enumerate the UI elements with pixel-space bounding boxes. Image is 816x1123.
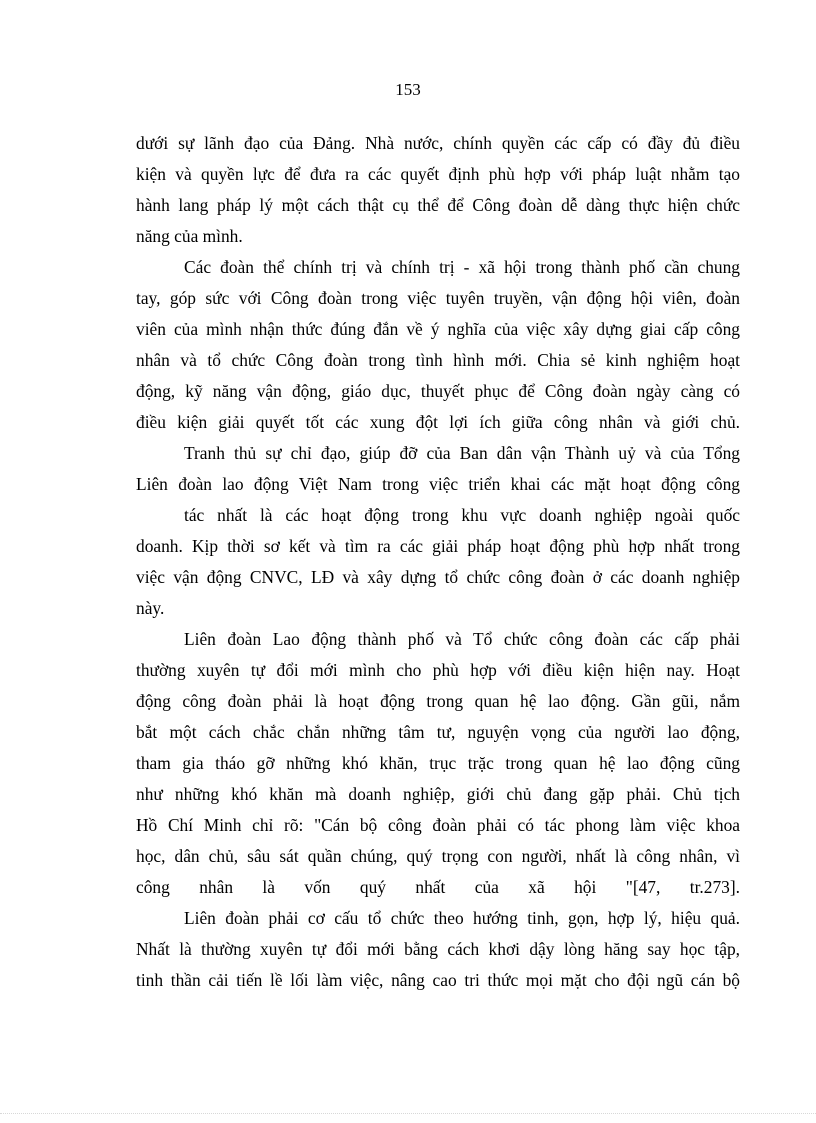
- text-line: Tranh thủ sự chỉ đạo, giúp đỡ của Ban dân vận Thành uỷ và của Tổng: [184, 443, 740, 463]
- text-line: tay, góp sức với Công đoàn trong việc tuyên truyền, vận động hội viên, đoàn: [136, 288, 740, 308]
- text-line: bắt một cách chắc chắn những tâm tư, nguyện vọng của người lao động,: [136, 722, 740, 742]
- text-line: dưới sự lãnh đạo của Đảng. Nhà nước, chính quyền các cấp có đầy đủ điều: [136, 133, 740, 153]
- text-line: điều kiện giải quyết tốt các xung đột lợi ích giữa công nhân và giới chủ.: [136, 412, 740, 432]
- text-line: Nhất là thường xuyên tự đổi mới bằng cách khơi dậy lòng hăng say học tập,: [136, 939, 740, 959]
- text-line: viên của mình nhận thức đúng đắn về ý nghĩa của việc xây dựng giai cấp công: [136, 319, 740, 339]
- text-line: này.: [136, 598, 165, 618]
- text-line: doanh. Kịp thời sơ kết và tìm ra các giải pháp hoạt động phù hợp nhất trong: [136, 536, 740, 556]
- text-line: Hồ Chí Minh chỉ rõ: "Cán bộ công đoàn phải có tác phong làm việc khoa: [136, 815, 740, 835]
- document-body: [136, 128, 740, 996]
- text-line: hành lang pháp lý một cách thật cụ thể để Công đoàn dễ dàng thực hiện chức: [136, 195, 740, 215]
- text-line: nhân và tổ chức Công đoàn trong tình hình mới. Chia sẻ kinh nghiệm hoạt: [136, 350, 740, 370]
- text-line: tác nhất là các hoạt động trong khu vực doanh nghiệp ngoài quốc: [184, 505, 740, 525]
- text-line: kiện và quyền lực để đưa ra các quyết định phù hợp với pháp luật nhằm tạo: [136, 164, 740, 184]
- text-line: năng của mình.: [136, 226, 243, 246]
- text-line: Liên đoàn lao động Việt Nam trong việc triển khai các mặt hoạt động công: [136, 474, 740, 494]
- text-line: tham gia tháo gỡ những khó khăn, trục trặc trong quan hệ lao động cũng: [136, 753, 740, 773]
- text-line: thường xuyên tự đổi mới mình cho phù hợp với điều kiện hiện nay. Hoạt: [136, 660, 740, 680]
- text-line: tinh thần cải tiến lề lối làm việc, nâng cao tri thức mọi mặt cho đội ngũ cán bộ: [136, 970, 740, 990]
- text-line: động, kỹ năng vận động, giáo dục, thuyết phục để Công đoàn ngày càng có: [136, 381, 740, 401]
- text-line: học, dân chủ, sâu sát quần chúng, quý trọng con người, nhất là công nhân, vì: [136, 846, 740, 866]
- page-number: [0, 80, 816, 100]
- text-line: việc vận động CNVC, LĐ và xây dựng tổ chức công đoàn ở các doanh nghiệp: [136, 567, 740, 587]
- text-line: Liên đoàn phải cơ cấu tổ chức theo hướng tinh, gọn, hợp lý, hiệu quả.: [184, 908, 740, 928]
- text-line: Các đoàn thể chính trị và chính trị - xã hội trong thành phố cần chung: [184, 257, 740, 277]
- text-line: như những khó khăn mà doanh nghiệp, giới chủ đang gặp phải. Chủ tịch: [136, 784, 740, 804]
- text-line: Liên đoàn Lao động thành phố và Tổ chức công đoàn các cấp phải: [184, 629, 740, 649]
- text-line: động công đoàn phải là hoạt động trong quan hệ lao động. Gần gũi, nắm: [136, 691, 740, 711]
- page-bottom-divider: [0, 1113, 816, 1114]
- page-number-text: 153: [395, 80, 421, 99]
- text-line: công nhân là vốn quý nhất của xã hội "[47, tr.273].: [136, 877, 740, 897]
